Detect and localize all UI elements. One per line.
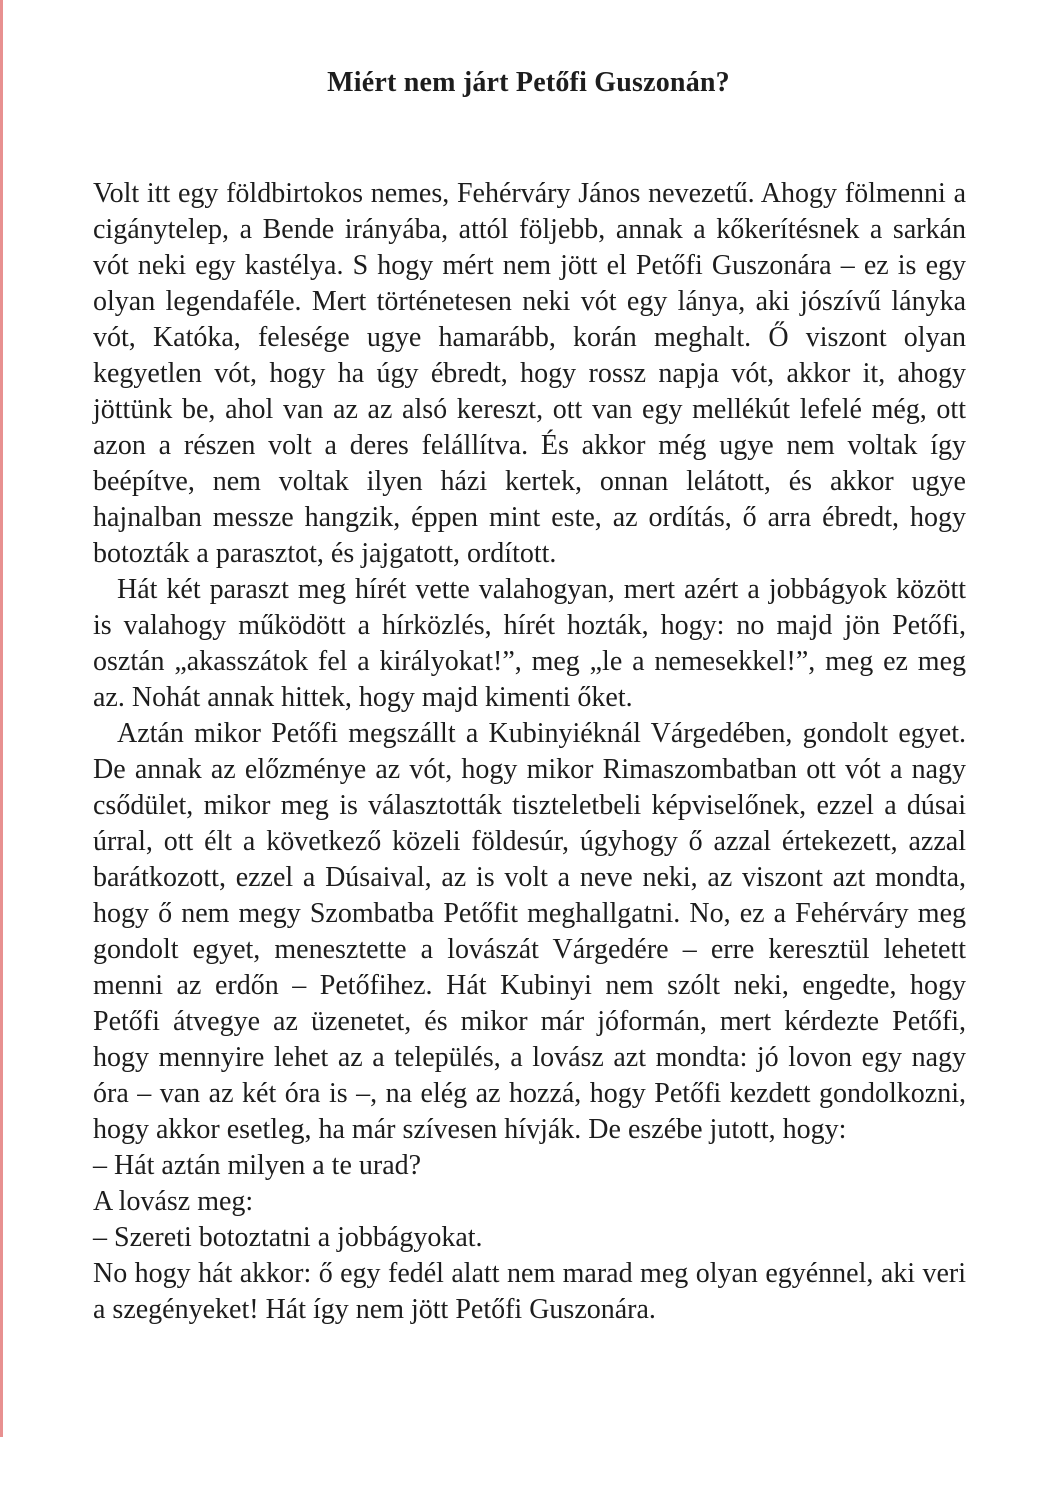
paragraph-1: Volt itt egy földbirtokos nemes, Fehérváry János nevezetű. Ahogy fölmenni a cigánytelep, a Bende irányába, attól följebb, annak a kőkerítésnek a sarkán vót neki egy kastélya. S hogy mért nem jött el Petőfi Guszonára – ez is egy olyan legendaféle. Mert történetesen neki vót egy lánya, aki jószívű lányka vót, Katóka, felesége ugye hamarább, korán meghalt. Ő viszont olyan kegyetlen vót, hogy ha úgy ébredt, hogy rossz napja vót, akkor it, ahogy jöttünk be, ahol van az az alsó kereszt, ott van egy mellékút lefelé még, ott azon a részen volt a deres felállítva. És akkor még ugye nem voltak így beépítve, nem voltak ilyen házi kertek, onnan lelátott, és akkor ugye hajnalban messze hangzik, éppen mint este, az ordítás, ő arra ébredt, hogy botozták a parasztot, és jajgatott, ordított.: [93, 178, 966, 569]
paragraph-3: Aztán mikor Petőfi megszállt a Kubinyiéknál Várgedében, gondolt egyet. De annak az előzménye az vót, hogy mikor Rimaszombatban ott vót a nagy csődület, mikor meg is választották tiszteletbeli képviselőnek, ezzel a dúsai úrral, ott élt a következő közeli földesúr, úgyhogy ő azzal értekezett, azzal barátkozott, ezzel a Dúsaival, az is volt a neve neki, az viszont azt mondta, hogy ő nem megy Szombatba Petőfit meghallgatni. No, ez a Fehérváry meg gondolt egyet, menesztette a lovászát Várgedére – erre keresztül lehetett menni az erdőn – Petőfihez. Hát Kubinyi nem szólt neki, engedte, hogy Petőfi átvegye az üzenetet, és mikor már jóformán, mert kérdezte Petőfi, hogy mennyire lehet az a település, a lovász azt mondta: jó lovon egy nagy óra – van az két óra is –, na elég az hozzá, hogy Petőfi kezdett gondolkozni, hogy akkor esetleg, ha már szívesen hívják. De eszébe jutott, hogy:: [93, 718, 966, 1145]
dialogue-line-1: – Hát aztán milyen a te urad?: [93, 1150, 422, 1181]
dialogue-line-2: A lovász meg:: [93, 1186, 254, 1217]
document-title: Miért nem járt Petőfi Guszonán?: [327, 67, 730, 98]
red-edge-line: [0, 0, 3, 1437]
document-body: [93, 176, 966, 1328]
paragraph-2: Hát két paraszt meg hírét vette valahogyan, mert azért a jobbágyok között is valahogy működött a hírközlés, hírét hozták, hogy: no majd jön Petőfi, osztán „akasszátok fel a királyokat!”, meg „le a nemesekkel!”, meg ez meg az. Nohát annak hittek, hogy majd kimenti őket.: [93, 574, 966, 713]
paragraph-4: No hogy hát akkor: ő egy fedél alatt nem marad meg olyan egyénnel, aki veri a szegényeket! Hát így nem jött Petőfi Guszonára.: [93, 1258, 966, 1325]
dialogue-line-3: – Szereti botoztatni a jobbágyokat.: [93, 1222, 483, 1253]
